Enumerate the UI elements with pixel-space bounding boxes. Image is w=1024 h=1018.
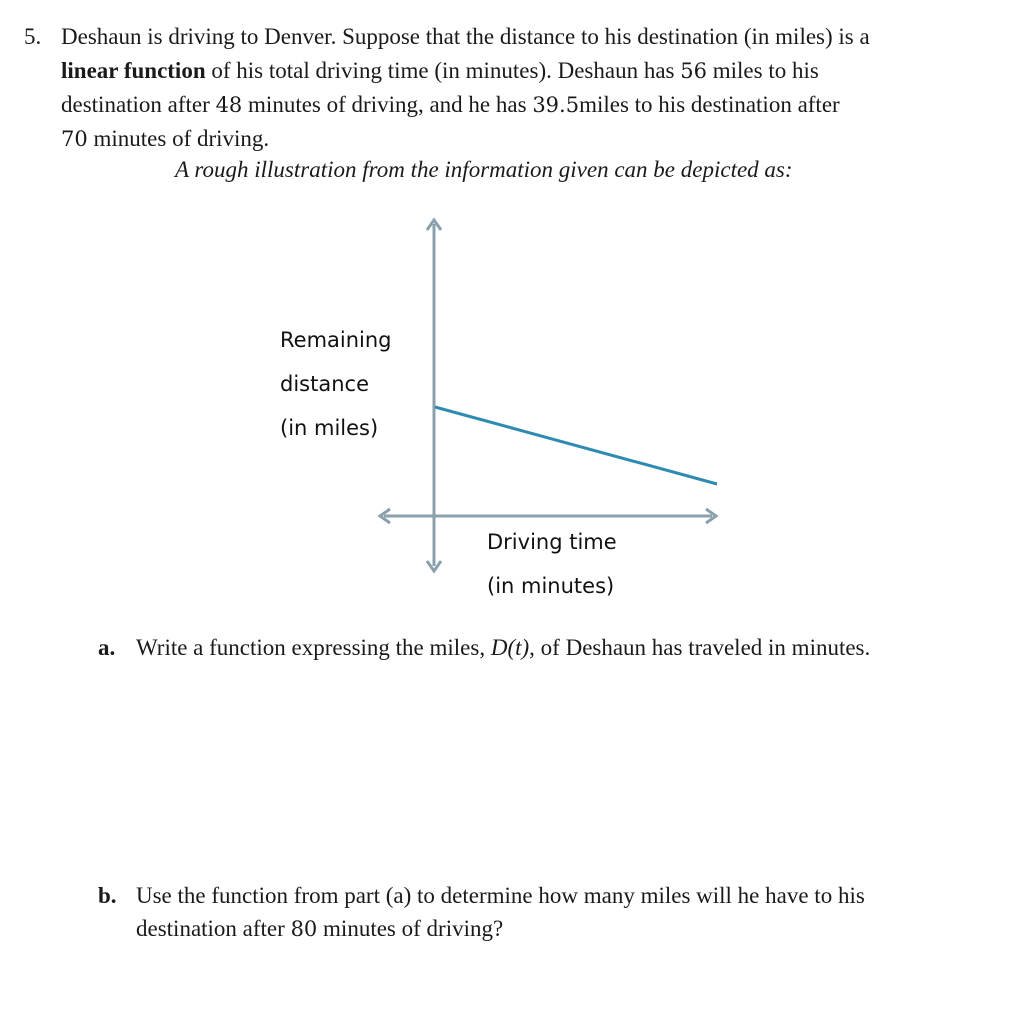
problem-line-3: destination after 48 minutes of driving, and he has 39.5miles to his destination after [61,92,840,117]
y-axis-label-distance: distance [280,372,369,396]
value-80: 80 [290,917,318,941]
value-56: 56 [680,59,707,83]
y-axis-label-remaining: Remaining [280,328,392,352]
x-axis-label-units: (in minutes) [487,574,615,598]
function-notation: D(t) [490,635,530,660]
problem-line-4: 70 minutes of driving. [61,126,270,151]
linear-function-term: linear function [61,58,206,83]
part-b-label: b. [98,883,117,908]
value-48: 48 [215,93,243,117]
value-70: 70 [61,127,88,151]
problem-line-1: Deshaun is driving to Denver. Suppose that the distance to his destination (in miles) is a [61,24,870,49]
problem-number: 5. [24,24,42,49]
part-a-text: Write a function expressing the miles, D(t), of Deshaun has traveled in minutes. [136,635,871,660]
part-a-label: a. [98,635,116,660]
value-39-5: 39.5 [532,93,580,117]
x-axis-label-driving-time: Driving time [487,530,617,554]
distance-line [435,407,717,484]
x-axis [380,509,716,523]
part-b-text: Use the function from part (a) to determine how many miles will he have to his destination after 80 minutes of driving? [136,883,865,941]
problem-line-2: linear function of his total driving time (in minutes). Deshaun has 56 miles to his [61,58,819,83]
y-axis-label-units: (in miles) [280,416,379,440]
y-axis [427,220,441,571]
illustration-caption: A rough illustration from the information given can be depicted as: [175,157,793,182]
